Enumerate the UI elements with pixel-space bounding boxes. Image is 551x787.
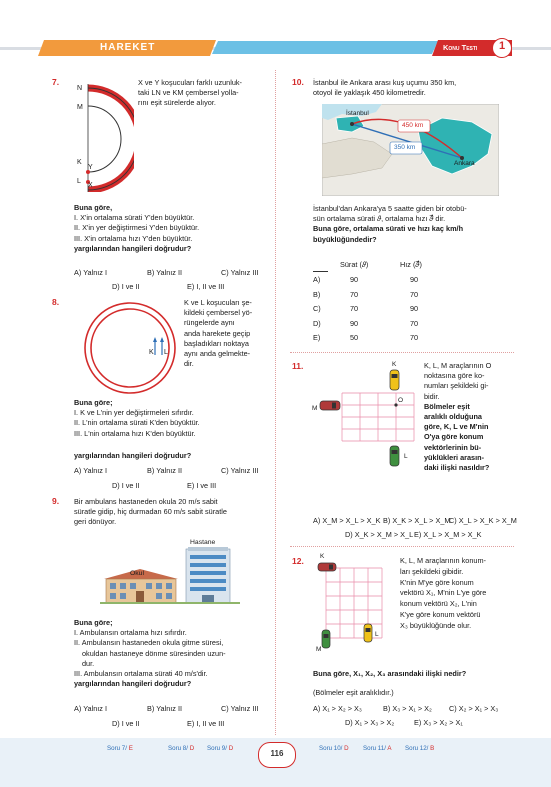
- q7-item: III. X'in ortalama hızı Y'den büyüktür.: [74, 233, 193, 243]
- q7-option-e[interactable]: E) I, II ve III: [187, 282, 225, 291]
- q9-option-e[interactable]: E) I, II ve III: [187, 719, 225, 728]
- q11-label-l: L: [404, 453, 408, 460]
- q7-text-line: X ve Y koşucuları farklı uzunluk-: [138, 78, 242, 87]
- q9-item: dur.: [82, 658, 95, 668]
- q12-text-line: K, L, M araçlarının konum-: [400, 556, 486, 565]
- q9-label-school: Okul: [130, 570, 144, 577]
- q10-answer-table: [313, 258, 450, 345]
- q8-label-k: K: [149, 349, 154, 356]
- q11-label-k: K: [392, 361, 397, 368]
- q8-text-line: K ve L koşucuları şe-: [184, 298, 252, 307]
- q12-label-m: M: [316, 646, 322, 653]
- q12-option-e[interactable]: E) X₃ > X₂ > X₁: [414, 718, 463, 727]
- q7-option-b[interactable]: B) Yalnız II: [147, 268, 183, 277]
- q9-item: II. Ambulansın hastaneden okula gitme süresi,: [74, 638, 224, 648]
- q8-item: I. K ve L'nin yer değiştirmeleri sıfırdır.: [74, 408, 194, 418]
- q8-option-e[interactable]: E) I ve III: [187, 481, 217, 490]
- question-number: 10.: [292, 77, 304, 87]
- q8-option-b[interactable]: B) Yalnız II: [147, 466, 183, 475]
- car-l-icon: [390, 446, 399, 466]
- answer-key-8: Soru 8/ D: [168, 745, 195, 752]
- question-number: 12.: [292, 556, 304, 566]
- q9-text-line: Bir ambulans hastaneden okula 20 m/s sabit: [74, 497, 218, 506]
- q11-label-m: M: [312, 405, 318, 412]
- answer-key-12: Soru 12/ B: [405, 745, 435, 752]
- answer-key-9: Soru 9/ D: [207, 745, 234, 752]
- q10-text-line: İstanbul ile Ankara arası kuş uçumu 350 km,: [313, 78, 457, 87]
- q12-option-b[interactable]: B) X₃ > X₁ > X₂: [383, 704, 432, 713]
- q8-ask: yargılarından hangileri doğrudur?: [74, 451, 192, 460]
- q10-option-b[interactable]: B) 70 70: [313, 289, 419, 299]
- q7-label-x: X: [88, 182, 93, 189]
- q10-option-c[interactable]: C) 70 90: [313, 304, 419, 314]
- q8-text-line: başladıkları noktaya: [184, 338, 249, 348]
- answer-key-11: Soru 11/ A: [363, 745, 392, 752]
- car-k-icon: [318, 563, 336, 571]
- q10-col-velocity: Hız (𝜗⃗): [400, 260, 422, 270]
- q9-option-b[interactable]: B) Yalnız II: [147, 704, 183, 713]
- q12-ask: Buna göre, X₁, X₂, X₃ arasındaki ilişki nedir?: [313, 669, 467, 678]
- q10-text-line: otoyol ile yaklaşık 450 kilometredir.: [313, 88, 426, 98]
- q9-option-c[interactable]: C) Yalnız III: [221, 704, 259, 713]
- q12-text-line: K'ye göre konum vektörü: [400, 609, 481, 619]
- q12-text-line: ları şekildeki gibidir.: [400, 566, 464, 576]
- car-l-icon: [364, 624, 372, 642]
- q8-option-a[interactable]: A) Yalnız I: [74, 466, 107, 475]
- q7-label-m: M: [77, 104, 83, 111]
- q12-text-line: konum vektörü X₂, L'nin: [400, 599, 477, 609]
- q11-option-e[interactable]: E) X_L > X_M > X_K: [414, 530, 482, 539]
- q7-item: II. X'in yer değiştirmesi Y'den büyüktür.: [74, 223, 200, 233]
- q11-option-c[interactable]: C) X_L > X_K > X_M: [449, 516, 517, 525]
- q12-label-l: L: [375, 631, 379, 638]
- q11-label-o: O: [398, 397, 404, 404]
- q9-text-line: geri dönüyor.: [74, 517, 117, 527]
- question-number: 8.: [52, 297, 60, 307]
- q10-col-speed: Sürat (𝜗): [340, 260, 369, 270]
- q10-option-a[interactable]: A) 90 90: [313, 275, 419, 285]
- q7-label-y: Y: [88, 164, 93, 171]
- q8-figure: [75, 300, 185, 400]
- q7-item: I. X'in ortalama sürati Y'den büyüktür.: [74, 213, 195, 223]
- q11-ask-line: daki ilişki nasıldır?: [424, 463, 490, 473]
- q10-map-istanbul: İstanbul: [346, 110, 369, 117]
- q11-ask-line: göre, K, L ve M'nin: [424, 422, 489, 432]
- q12-option-d[interactable]: D) X₁ > X₃ > X₂: [345, 718, 395, 727]
- q12-grid-figure: [312, 556, 392, 656]
- question-number: 11.: [292, 361, 304, 371]
- q11-text-line: numları şekildeki gi-: [424, 381, 489, 391]
- q8-text-line: aynı anda gelmekte-: [184, 349, 251, 359]
- q8-item: II. L'nin ortalama sürati K'den büyüktür.: [74, 418, 200, 428]
- q8-item: III. L'nin ortalama hızı K'den büyüktür.: [74, 428, 196, 438]
- q11-ask-line: Bölmeler eşit: [424, 401, 470, 411]
- q11-option-b[interactable]: B) X_K > X_L > X_M: [383, 516, 451, 525]
- header-badge: Konu Testi: [443, 43, 478, 52]
- q8-prompt: Buna göre;: [74, 398, 113, 407]
- q7-label-k: K: [77, 159, 82, 166]
- q9-option-d[interactable]: D) I ve II: [112, 719, 140, 728]
- header-title: HAREKET: [100, 42, 156, 53]
- q12-text-line: K'nin M'ye göre konum: [400, 577, 474, 587]
- question-number: 7.: [52, 77, 60, 87]
- q8-option-c[interactable]: C) Yalnız III: [221, 466, 259, 475]
- q10-map-350km: 350 km: [394, 144, 416, 151]
- q11-ask-line: O'ya göre konum: [424, 432, 484, 442]
- q7-label-l: L: [77, 178, 81, 185]
- q12-label-k: K: [320, 553, 325, 560]
- q10-option-e[interactable]: E) 50 70: [313, 333, 419, 343]
- q9-item: okuldan hastaneye dönme süresinden uzun-: [82, 648, 226, 658]
- q11-ask-line: yüklükleri arasın-: [424, 452, 485, 462]
- q9-item: III. Ambulansın ortalama sürati 40 m/s'dir.: [74, 669, 208, 679]
- q8-label-l: L: [164, 349, 168, 356]
- q8-option-d[interactable]: D) I ve II: [112, 481, 140, 490]
- q7-ask: yargılarından hangileri doğrudur?: [74, 243, 192, 253]
- q11-text-line: noktasına göre ko-: [424, 371, 485, 381]
- q7-option-a[interactable]: A) Yalnız I: [74, 268, 107, 277]
- car-m-icon: [320, 401, 340, 410]
- q12-option-a[interactable]: A) X₁ > X₂ > X₃: [313, 704, 362, 713]
- q10-option-d[interactable]: D) 90 70: [313, 318, 419, 328]
- q9-prompt: Buna göre;: [74, 618, 113, 627]
- q7-figure: [72, 82, 134, 192]
- q11-option-a[interactable]: A) X_M > X_L > X_K: [313, 516, 381, 525]
- hospital-building: [186, 547, 230, 603]
- q9-figure: [100, 545, 240, 607]
- q8-text-line: anda harekete geçip: [184, 328, 251, 338]
- q11-text-line: K, L, M araçlarının O: [424, 361, 492, 370]
- q11-option-d[interactable]: D) X_K > X_M > X_L: [345, 530, 414, 539]
- question-number: 9.: [52, 496, 60, 506]
- q12-text-line: vektörü X₁, M'nin L'ye göre: [400, 588, 487, 598]
- q9-label-hospital: Hastane: [190, 539, 216, 546]
- car-k-icon: [390, 370, 399, 390]
- answer-key-7: Soru 7/ E: [107, 745, 133, 752]
- q10-text2-line: sün ortalama sürati 𝜗, ortalama hızı 𝜗⃗ dir.: [313, 214, 446, 224]
- header-blue-stripe: [212, 41, 438, 54]
- q9-item: I. Ambulansın ortalama hızı sıfırdır.: [74, 628, 187, 638]
- q9-ask: yargılarından hangileri doğrudur?: [74, 679, 192, 689]
- q10-map-450km: 450 km: [402, 122, 424, 129]
- q8-text-line: dir.: [184, 359, 194, 369]
- q7-label-n: N: [77, 85, 83, 92]
- q10-ask: büyüklüğündedir?: [313, 234, 377, 244]
- q11-ask-line: vektörlerinin bü-: [424, 442, 482, 452]
- q7-text-line: rını eşit sürelerde alıyor.: [138, 98, 216, 108]
- q9-option-a[interactable]: A) Yalnız I: [74, 704, 107, 713]
- q11-ask-line: aralıklı olduğuna: [424, 412, 482, 422]
- q7-option-c[interactable]: C) Yalnız III: [221, 268, 259, 277]
- q12-text-line: X₃ büyüklüğünde olur.: [400, 620, 472, 630]
- q7-option-d[interactable]: D) I ve II: [112, 282, 140, 291]
- header-badge-number: 1: [498, 40, 506, 52]
- q8-text-line: rüngelerde aynı: [184, 318, 235, 328]
- q9-text-line: süratle gidip, hiç durmadan 60 m/s sabit süratle: [74, 507, 227, 517]
- q10-ask: Buna göre, ortalama sürati ve hızı kaç km/h: [313, 224, 464, 234]
- q7-text-line: taki LN ve KM çembersel yolla-: [138, 88, 239, 98]
- q12-note: (Bölmeler eşit aralıklıdır.): [313, 688, 394, 697]
- page-number: 116: [270, 749, 284, 758]
- q11-text-line: bidir.: [424, 391, 440, 401]
- q10-map-ankara: Ankara: [454, 160, 475, 167]
- q8-text-line: kildeki çembersel yö-: [184, 308, 253, 318]
- q7-prompt: Buna göre,: [74, 203, 113, 212]
- answer-key-10: Soru 10/ D: [319, 745, 349, 752]
- q12-option-c[interactable]: C) X₂ > X₁ > X₃: [449, 704, 499, 713]
- car-m-icon: [322, 630, 330, 648]
- q10-text2-line: İstanbul'dan Ankara'ya 5 saatte giden bir otobü-: [313, 204, 467, 213]
